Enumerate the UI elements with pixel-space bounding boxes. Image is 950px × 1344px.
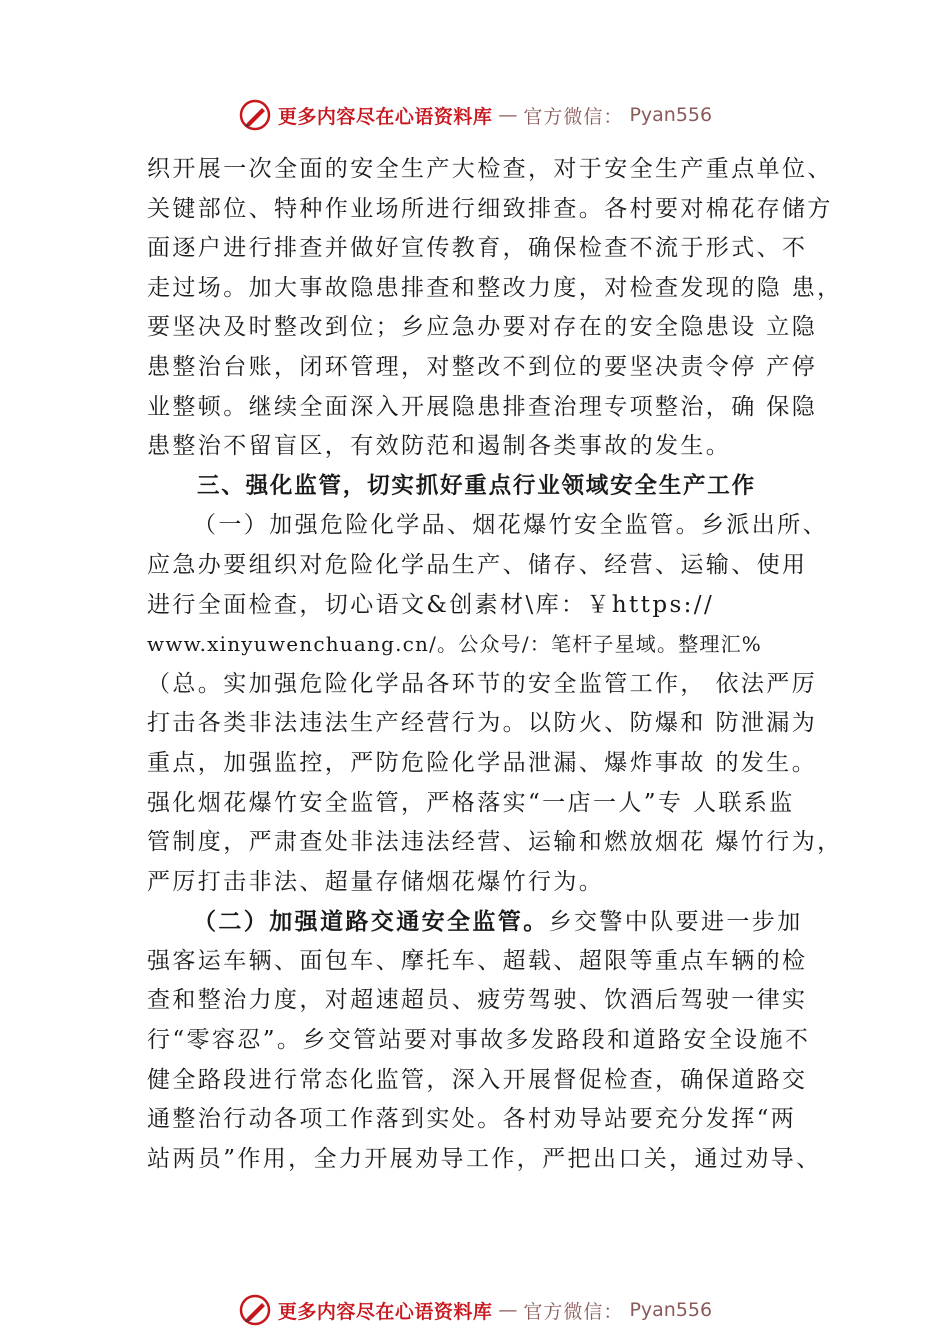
text-line: 应急办要组织对危险化学品生产、储存、经营、运输、使用 xyxy=(147,551,808,578)
text-line-url: www.xinyuwenchuang.cn/。公众号/：笔杆子星域。整理汇% xyxy=(147,632,763,657)
text-line: 严厉打击非法、超量存储烟花爆竹行为。 xyxy=(147,868,605,895)
watermark-dash: — xyxy=(498,1299,518,1321)
watermark-wechat-label: 官方微信： xyxy=(523,1300,624,1323)
watermark-banner-bottom xyxy=(0,1290,950,1330)
pen-logo-icon xyxy=(238,98,272,132)
text-line: 查和整治力度，对超速超员、疲劳驾驶、饮酒后驾驶一律实 xyxy=(147,987,808,1014)
section-heading: 三、强化监管，切实抓好重点行业领域安全生产工作 xyxy=(197,472,756,499)
text-line: 健全路段进行常态化监管，深入开展督促检查，确保道路交 xyxy=(147,1066,808,1093)
text-line: 重点，加强监控，严防危险化学品泄漏、爆炸事故 的发生。 xyxy=(147,749,818,776)
text-line: 进行全面检查，切心语文&创素材\库：￥https:// xyxy=(147,591,715,618)
text-line: 通整治行动各项工作落到实处。各村劝导站要充分发挥“两 xyxy=(147,1106,797,1133)
text-line: （总。实加强危险化学品各环节的安全监管工作， 依法严厉 xyxy=(147,670,818,697)
text-line: 业整顿。继续全面深入开展隐患排查治理专项整治，确 保隐 xyxy=(147,393,818,420)
document-body xyxy=(147,150,847,1179)
watermark-wechat-id: Pyan556 xyxy=(629,104,713,126)
text-line: 要坚决及时整改到位；乡应急办要对存在的安全隐患设 立隐 xyxy=(147,314,818,341)
paragraph-3 xyxy=(147,902,847,1179)
text-line: 织开展一次全面的安全生产大检查，对于安全生产重点单位、 xyxy=(147,156,833,182)
text-line: 打击各类非法违法生产经营行为。以防火、防爆和 防泄漏为 xyxy=(147,710,818,737)
subsection-heading: （二）加强道路交通安全监管。 xyxy=(193,908,549,936)
text-line: 面逐户进行排查并做好宣传教育，确保检查不流于形式、不 xyxy=(147,235,808,262)
text-span: 乡交警中队要进一步加 xyxy=(548,909,803,936)
text-line: 管制度，严肃查处非法违法经营、运输和燃放烟花 爆竹行为， xyxy=(147,829,843,856)
watermark-site-text: 更多内容尽在心语资料库 xyxy=(277,105,493,128)
text-line-first xyxy=(147,902,847,942)
text-line: （一）加强危险化学品、烟花爆竹安全监管。乡派出所、 xyxy=(193,512,828,539)
pen-logo-icon xyxy=(238,1293,272,1327)
text-line: 强客运车辆、面包车、摩托车、超载、超限等重点车辆的检 xyxy=(147,947,808,974)
text-line: 强化烟花爆竹安全监管，严格落实“一店一人”专 人联系监 xyxy=(147,789,795,816)
text-line: 行“零容忍”。乡交管站要对事故多发路段和道路安全设施不 xyxy=(147,1027,811,1054)
text-line: 关键部位、特种作业场所进行细致排查。各村要对棉花存储方 xyxy=(147,195,833,222)
text-line: 走过场。加大事故隐患排查和整改力度，对检查发现的隐 患， xyxy=(147,274,843,301)
text-line: 患整治台账，闭环管理，对整改不到位的要坚决责令停 产停 xyxy=(147,353,818,380)
watermark-site-text: 更多内容尽在心语资料库 xyxy=(277,1300,493,1323)
watermark-wechat-label: 官方微信： xyxy=(523,105,624,128)
paragraph-2 xyxy=(147,506,847,902)
text-line: 站两员”作用，全力开展劝导工作，严把出口关，通过劝导、 xyxy=(147,1145,822,1172)
text-line: 患整治不留盲区，有效防范和遏制各类事故的发生。 xyxy=(147,433,732,460)
watermark-banner-top xyxy=(0,95,950,135)
paragraph-1 xyxy=(147,150,847,467)
watermark-wechat-id: Pyan556 xyxy=(629,1299,713,1321)
watermark-dash: — xyxy=(498,104,518,126)
